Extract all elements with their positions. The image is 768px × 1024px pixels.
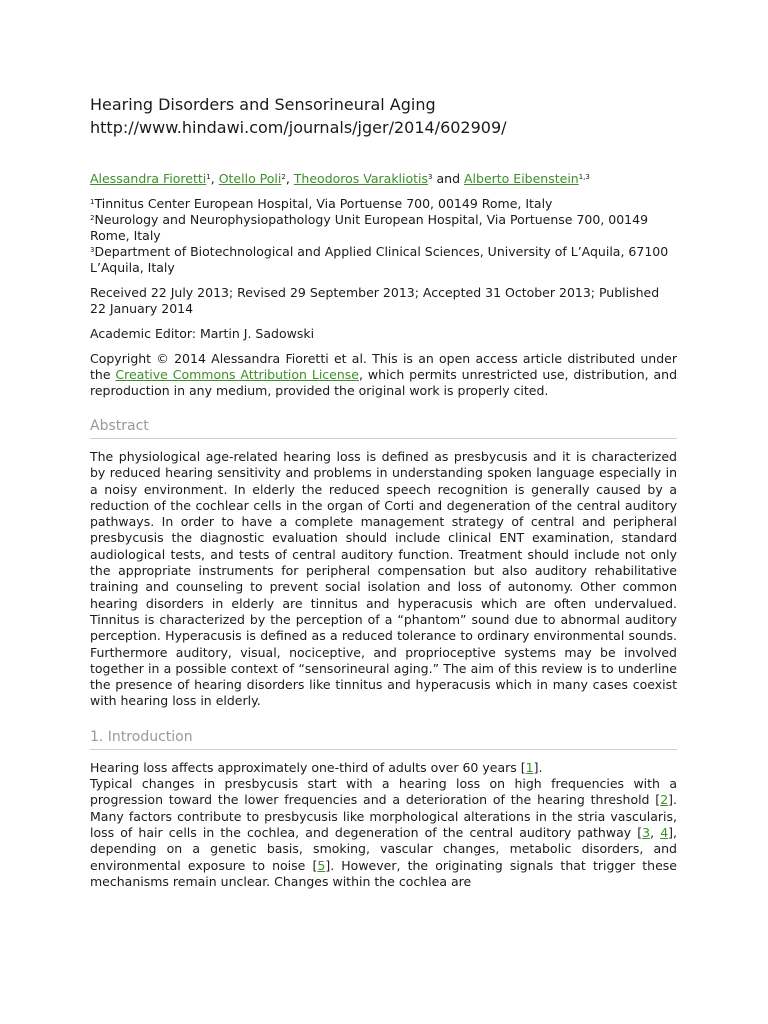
author-link[interactable]: Theodoros Varakliotis — [293, 171, 429, 186]
abstract-section — [90, 449, 677, 710]
author-link[interactable]: Alessandra Fioretti — [90, 171, 207, 186]
affiliation-sup: 3 — [90, 246, 95, 254]
affiliation-sup: 2 — [90, 214, 95, 222]
article-title — [90, 93, 677, 139]
intro-text: ]. Many factors contribute to presbycusis like morphological alterations in the stria vascularis, loss of hair cells in the cochlea, and degeneration of the central auditory pathway [ — [90, 792, 677, 840]
affiliation-list — [90, 196, 677, 276]
article-url[interactable]: http://www.hindawi.com/journals/jger/2014/602909/ — [90, 118, 507, 137]
introduction-heading: 1. Introduction — [90, 729, 677, 750]
author-affil-sup: 1 — [206, 173, 211, 181]
affiliation-item — [90, 244, 677, 276]
copyright-text-start: Copyright © 2014 Alessandra Fioretti et al. This is an open access article distributed under the — [90, 351, 677, 382]
author-list — [90, 171, 677, 187]
article-content — [90, 93, 677, 890]
intro-text: Hearing loss affects approximately one-third of adults over 60 years [ — [90, 759, 526, 775]
affiliation-sup: 1 — [90, 198, 95, 206]
intro-text: Typical changes in presbycusis start with a hearing loss on high frequencies with a progression toward the lower frequencies and a deterioration of the hearing threshold [ — [90, 776, 677, 808]
abstract-heading: Abstract — [90, 418, 677, 439]
affiliation-text: Department of Biotechnological and Applied Clinical Sciences, University of L’Aquila, 67100 L’Aquila, Italy — [90, 244, 669, 275]
affiliation-item — [90, 196, 677, 212]
author-link[interactable]: Alberto Eibenstein — [463, 171, 579, 186]
author-affil-sup: 2 — [281, 173, 286, 181]
abstract-paragraph: The physiological age-related hearing loss is defined as presbycusis and it is characterized by reduced hearing sensitivity and problems in understanding spoken language especially in a noisy environment. In elderly the reduced speech recognition is generally caused by a reduction of the cochlear cells in the organ of Corti and degeneration of the central auditory pathways. In order to have a complete management strategy of central and peripheral presbycusis the diagnostic evaluation should include clinical ENT examination, standard audiological tests, and tests of central auditory function. Treatment should include not only the appropriate instruments for peripheral compensation but also auditory rehabilitative training and counseling to prevent social isolation and loss of autonomy. Other common hearing disorders in elderly are tinnitus and hyperacusis which are often undervalued. Tinnitus is characterized by the perception of a “phantom” sound due to abnormal auditory perception. Hyperacusis is defined as a reduced tolerance to ordinary environmental sounds. Furthermore auditory, visual, nociceptive, and proprioceptive systems may be involved together in a possible context of “sensorineural aging.” The aim of this review is to underline the presence of hearing disorders like tinnitus and hyperacusis which in many cases coexist with hearing loss in elderly. — [90, 449, 677, 709]
affiliation-text: Neurology and Neurophysiopathology Unit European Hospital, Via Portuense 700, 00149 Rome, Italy — [90, 212, 649, 243]
author-affil-sup: 1,3 — [578, 173, 590, 181]
intro-text: ]. — [533, 759, 543, 775]
affiliation-text: Tinnitus Center European Hospital, Via Portuense 700, 00149 Rome, Italy — [94, 196, 553, 211]
author-affil-sup: 3 — [428, 173, 433, 181]
author-separator: and — [432, 171, 464, 186]
copyright-text-end: , which permits unrestricted use, distribution, and reproduction in any medium, provided the original work is properly cited. — [90, 367, 678, 398]
academic-editor: Academic Editor: Martin J. Sadowski — [90, 326, 315, 341]
intro-paragraph-1 — [90, 760, 677, 776]
publication-dates: Received 22 July 2013; Revised 29 September 2013; Accepted 31 October 2013; Published 22 January 2014 — [90, 285, 660, 316]
license-link[interactable]: Creative Commons Attribution License — [115, 367, 359, 382]
reference-link[interactable]: 3 — [642, 824, 651, 840]
author-separator: , — [285, 171, 294, 186]
reference-link[interactable]: 2 — [660, 792, 669, 808]
author-separator: , — [210, 171, 219, 186]
intro-paragraph-2 — [90, 776, 677, 890]
introduction-section — [90, 760, 677, 890]
title-text: Hearing Disorders and Sensorineural Aging — [90, 95, 436, 114]
author-link[interactable]: Otello Poli — [218, 171, 282, 186]
reference-link[interactable]: 5 — [317, 857, 326, 873]
intro-text: ]. However, the originating signals that trigger these mechanisms remain unclear. Changes within the cochlea are — [90, 857, 677, 889]
affiliation-item — [90, 212, 677, 244]
reference-link[interactable]: 4 — [660, 824, 669, 840]
intro-text: ], depending on a genetic basis, smoking, vascular changes, metabolic disorders, and environmental exposure to noise [ — [90, 824, 677, 873]
reference-link[interactable]: 1 — [525, 759, 534, 775]
intro-text: , — [650, 824, 661, 840]
copyright-notice — [90, 351, 677, 399]
